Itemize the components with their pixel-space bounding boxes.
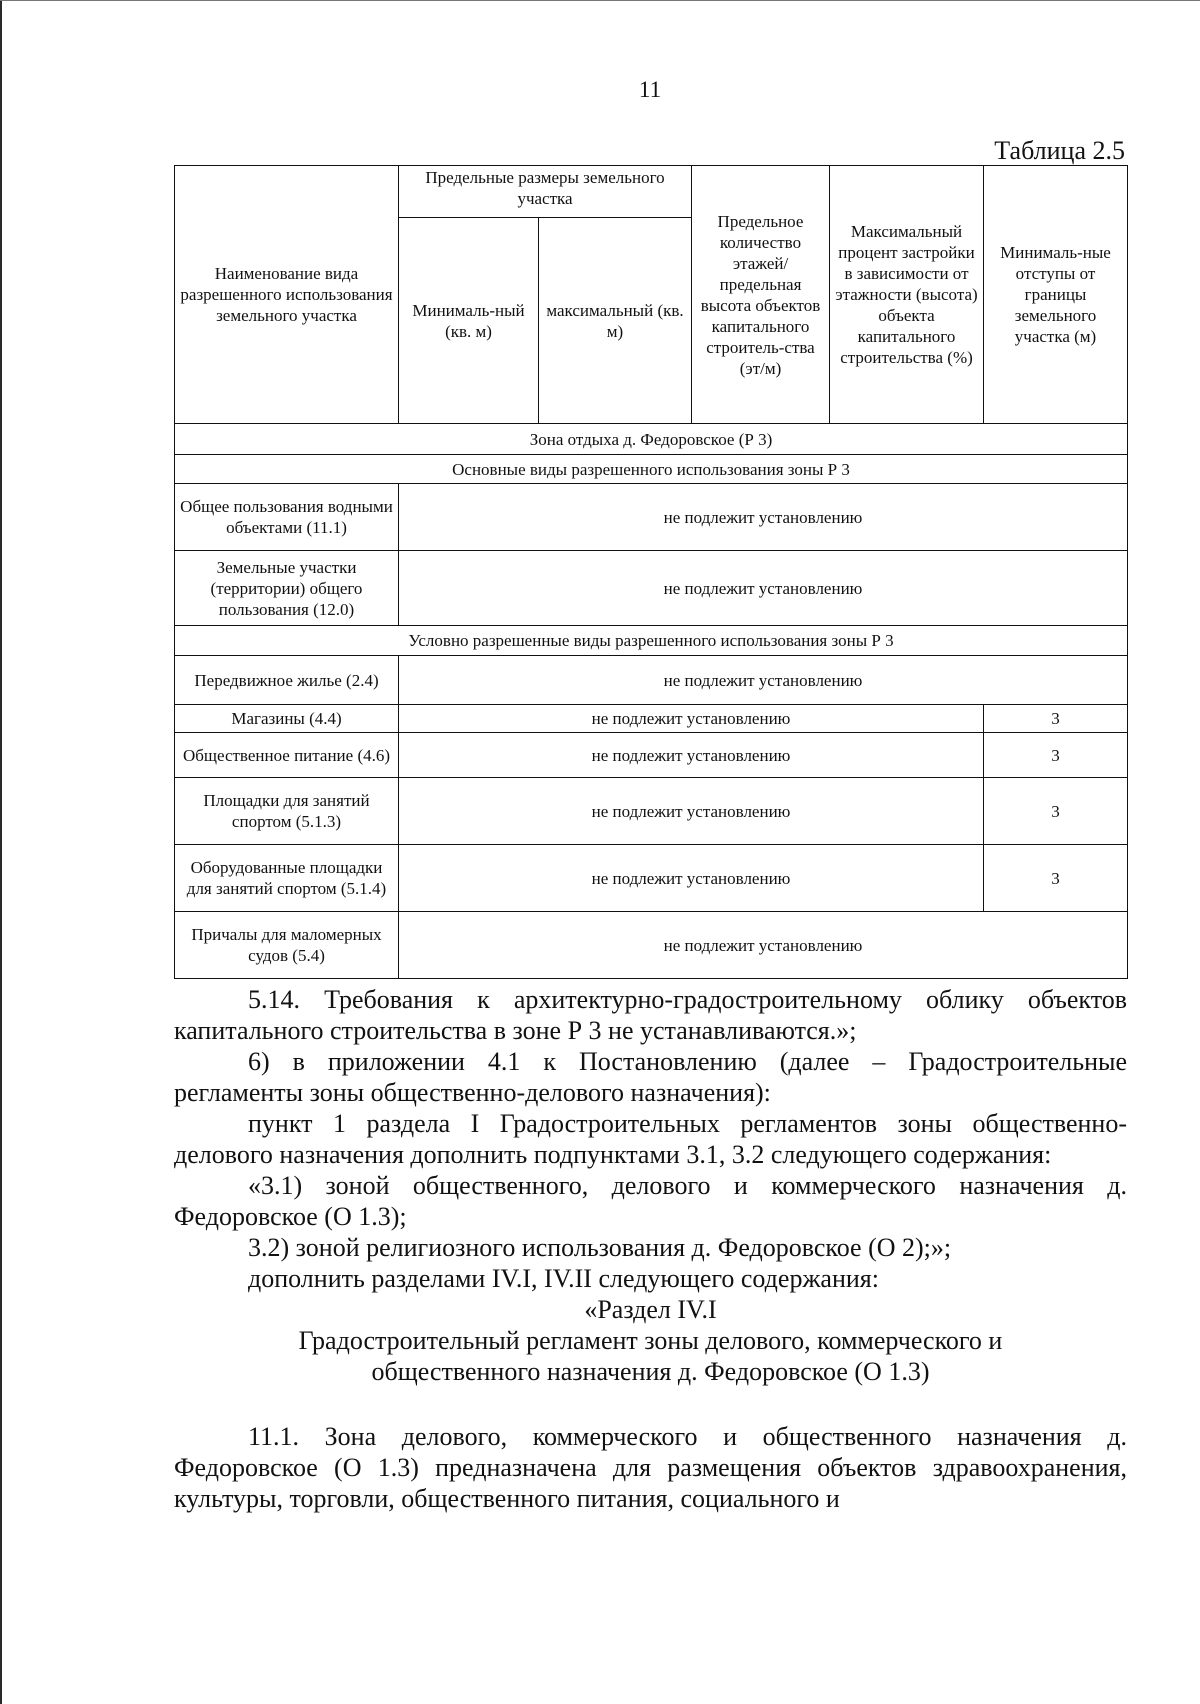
paragraph-3-1: «3.1) зоной общественного, делового и коммерческого назначения д. Федоровское (О 1.3); <box>174 1171 1127 1231</box>
paragraph-section-i-point-1: пункт 1 раздела I Градостроительных регламентов зоны общественно-делового назначения дополнить подпунктами 3.1, 3.2 следующего содержания: <box>174 1109 1127 1169</box>
paragraph-11-1: 11.1. Зона делового, коммерческого и общественного назначения д. Федоровское (О 1.3) предназначена для размещения объектов здравоохранения, культуры, торговли, общественного питания, социального и <box>174 1422 1127 1513</box>
header-use-type: Наименование вида разрешенного использования земельного участка <box>175 166 399 424</box>
table-caption: Таблица 2.5 <box>994 136 1125 165</box>
table-row <box>175 845 1128 912</box>
use-name-cell: Общественное питание (4.6) <box>175 733 399 778</box>
conditional-uses-section-row: Условно разрешенные виды разрешенного использования зоны Р 3 <box>175 626 1128 656</box>
section-heading: «Раздел IV.I <box>584 1295 717 1324</box>
page-edge-top <box>0 0 1200 1</box>
setback-cell: 3 <box>984 845 1128 912</box>
value-cell: не подлежит установлению <box>399 778 984 845</box>
use-name-cell: Общее пользования водными объектами (11.1) <box>175 484 399 551</box>
page-edge-left <box>0 0 2 1704</box>
main-uses-section-row: Основные виды разрешенного использования зоны Р 3 <box>175 455 1128 484</box>
paragraph-3-2: 3.2) зоной религиозного использования д. Федоровское (О 2);»; <box>248 1233 952 1262</box>
paragraph-appendix-4-1: 6) в приложении 4.1 к Постановлению (далее – Градостроительные регламенты зоны общественно-делового назначения): <box>174 1047 1127 1107</box>
header-min-setback: Минималь-ные отступы от границы земельного участка (м) <box>984 166 1128 424</box>
header-plot-sizes: Предельные размеры земельного участка <box>399 166 692 218</box>
document-body <box>174 984 1127 1514</box>
header-plot-max: максимальный (кв. м) <box>539 218 692 424</box>
value-cell: не подлежит установлению <box>399 845 984 912</box>
use-name-cell: Оборудованные площадки для занятий спортом (5.1.4) <box>175 845 399 912</box>
use-name-cell: Причалы для маломерных судов (5.4) <box>175 912 399 979</box>
value-cell: не подлежит установлению <box>399 551 1128 626</box>
section-title-line-2: общественного назначения д. Федоровское (О 1.3) <box>371 1357 930 1386</box>
use-name-cell: Передвижное жилье (2.4) <box>175 656 399 705</box>
table-row <box>175 551 1128 626</box>
table-row <box>175 912 1128 979</box>
setback-cell: 3 <box>984 733 1128 778</box>
use-name-cell: Площадки для занятий спортом (5.1.3) <box>175 778 399 845</box>
table-row <box>175 656 1128 705</box>
value-cell: не подлежит установлению <box>399 656 1128 705</box>
header-floors: Предельное количество этажей/ предельная высота объектов капитального строитель-ства (эт/м) <box>692 166 830 424</box>
table-row <box>175 484 1128 551</box>
paragraph-add-sections: дополнить разделами IV.I, IV.II следующего содержания: <box>248 1264 879 1293</box>
paragraph-5-14: 5.14. Требования к архитектурно-градостроительному облику объектов капитального строительства в зоне Р 3 не устанавливаются.»; <box>174 985 1127 1045</box>
page-number: 11 <box>638 77 662 102</box>
use-name-cell: Магазины (4.4) <box>175 705 399 733</box>
zone-title-row: Зона отдыха д. Федоровское (Р 3) <box>175 424 1128 455</box>
value-cell: не подлежит установлению <box>399 484 1128 551</box>
table-row <box>175 778 1128 845</box>
header-max-percent: Максимальный процент застройки в зависимости от этажности (высота) объекта капитального строительства (%) <box>830 166 984 424</box>
table-row <box>175 733 1128 778</box>
regulations-table <box>174 165 1128 979</box>
value-cell: не подлежит установлению <box>399 912 1128 979</box>
header-plot-min: Минималь-ный (кв. м) <box>399 218 539 424</box>
setback-cell: 3 <box>984 778 1128 845</box>
setback-cell: 3 <box>984 705 1128 733</box>
value-cell: не подлежит установлению <box>399 705 984 733</box>
section-title-line-1: Градостроительный регламент зоны делового, коммерческого и <box>298 1326 1003 1355</box>
use-name-cell: Земельные участки (территории) общего пользования (12.0) <box>175 551 399 626</box>
value-cell: не подлежит установлению <box>399 733 984 778</box>
table-row <box>175 705 1128 733</box>
